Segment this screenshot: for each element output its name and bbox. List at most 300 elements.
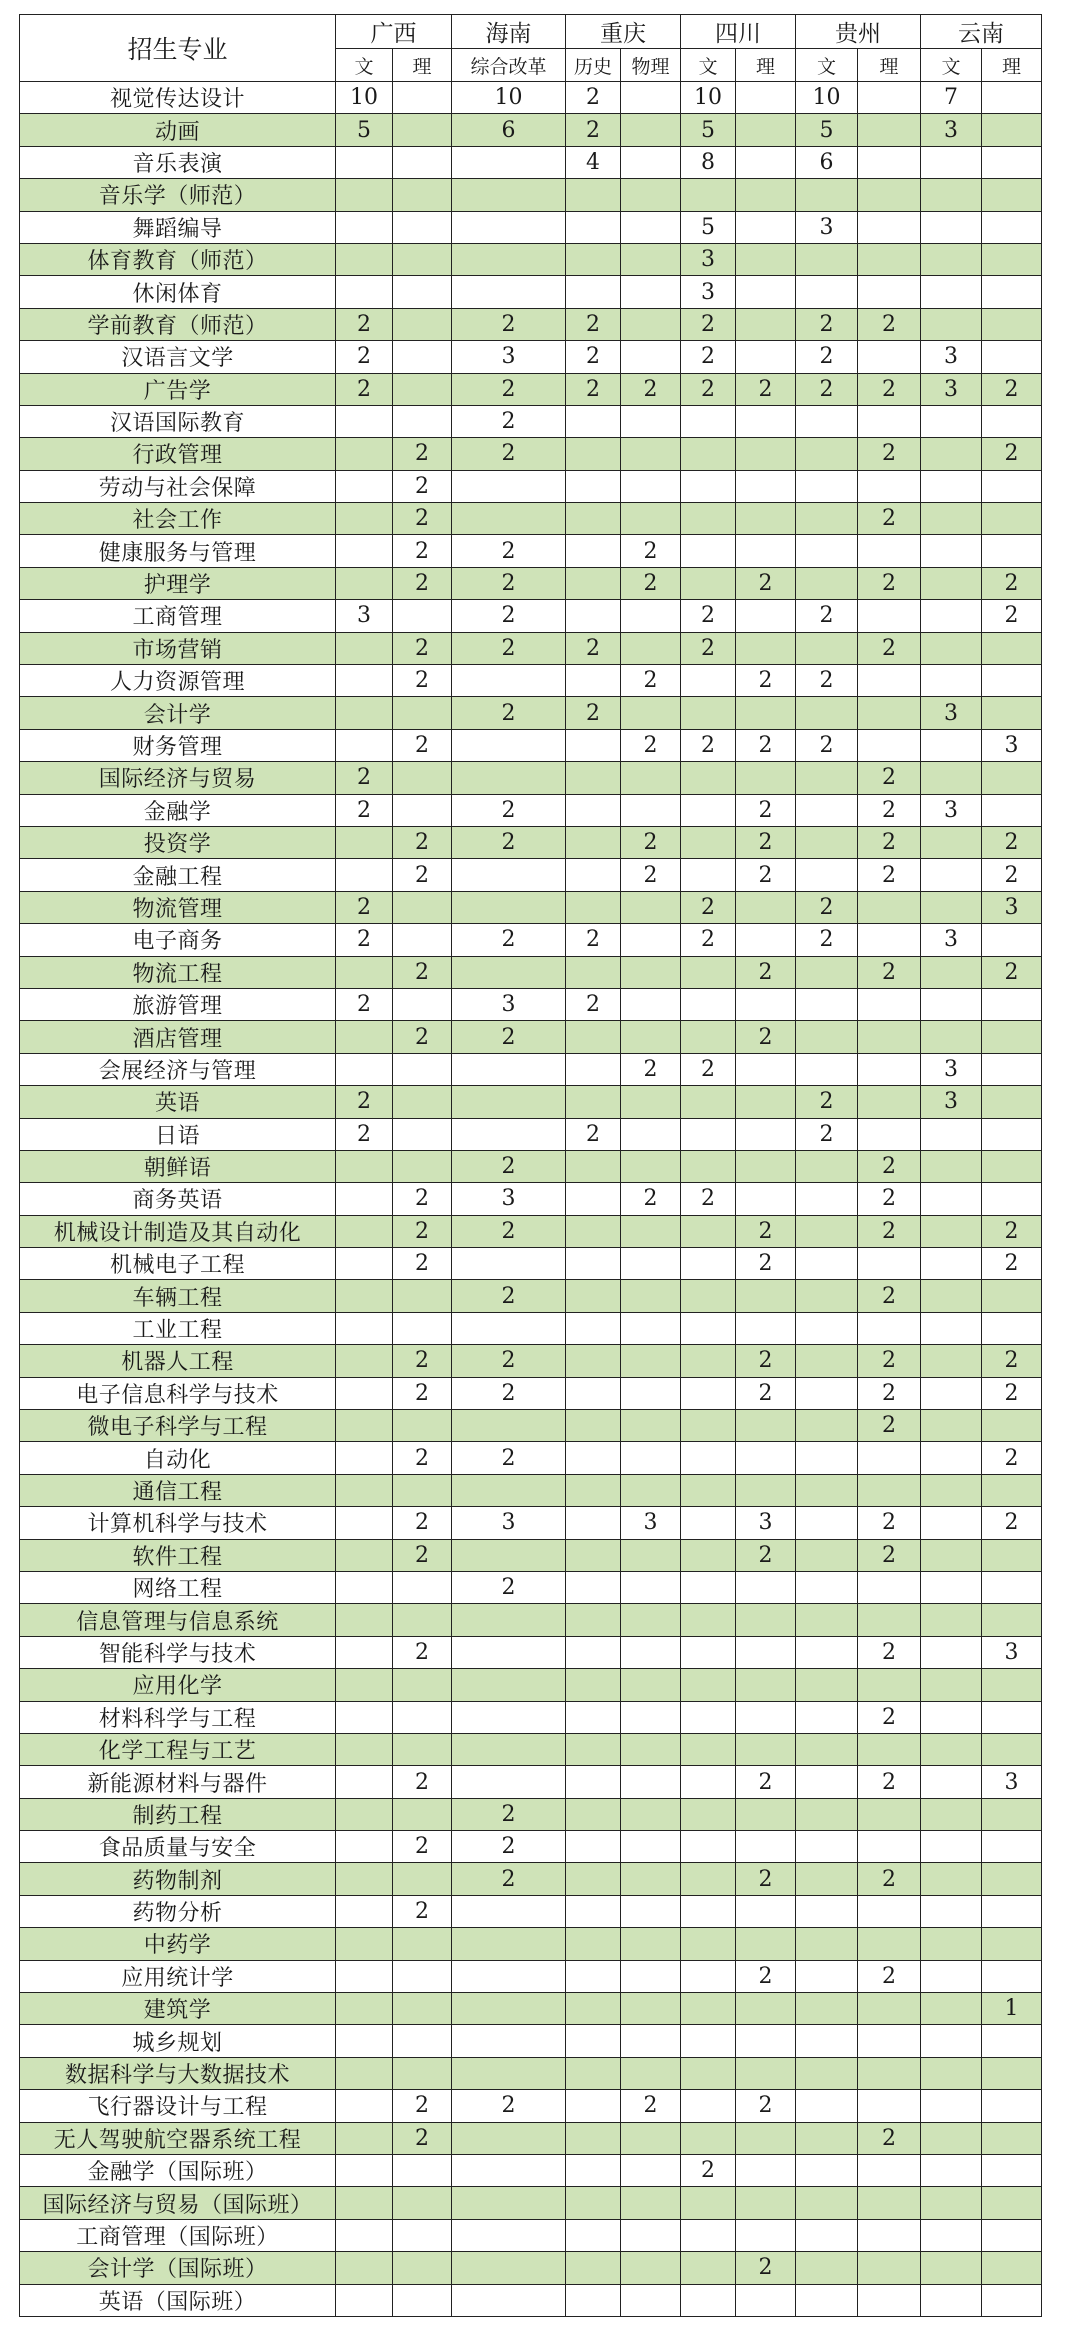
quota-cell <box>982 794 1042 826</box>
table-row <box>20 146 1042 178</box>
quota-cell <box>566 2219 621 2251</box>
quota-cell: 2 <box>736 956 796 988</box>
quota-cell: 5 <box>681 211 736 243</box>
quota-cell <box>566 470 621 502</box>
table-row <box>20 1183 1042 1215</box>
major-name-cell: 财务管理 <box>20 729 336 761</box>
quota-cell: 2 <box>393 1895 452 1927</box>
quota-cell <box>796 1798 858 1830</box>
quota-cell <box>393 211 452 243</box>
quota-cell <box>566 2025 621 2057</box>
quota-cell <box>336 2090 393 2122</box>
quota-cell: 2 <box>858 859 921 891</box>
quota-cell: 2 <box>336 373 393 405</box>
quota-cell <box>921 1604 982 1636</box>
quota-cell <box>452 1928 566 1960</box>
quota-cell <box>921 1021 982 1053</box>
quota-cell: 2 <box>452 632 566 664</box>
quota-cell: 2 <box>452 1442 566 1474</box>
quota-cell <box>982 243 1042 275</box>
quota-cell <box>452 470 566 502</box>
quota-cell: 2 <box>621 567 681 599</box>
quota-cell <box>336 1571 393 1603</box>
quota-cell: 2 <box>393 632 452 664</box>
quota-cell <box>621 211 681 243</box>
table-row <box>20 1798 1042 1830</box>
quota-cell: 2 <box>858 1183 921 1215</box>
major-name-cell: 投资学 <box>20 826 336 858</box>
quota-cell <box>858 1474 921 1506</box>
quota-cell <box>796 1539 858 1571</box>
quota-cell <box>681 1118 736 1150</box>
quota-cell <box>982 1928 1042 1960</box>
quota-cell <box>736 1928 796 1960</box>
quota-cell <box>736 1183 796 1215</box>
major-name-cell: 自动化 <box>20 1442 336 1474</box>
quota-cell <box>621 341 681 373</box>
quota-cell <box>566 1571 621 1603</box>
quota-cell <box>982 1118 1042 1150</box>
quota-cell <box>393 146 452 178</box>
table-row <box>20 1928 1042 1960</box>
quota-cell <box>681 1636 736 1668</box>
quota-cell <box>736 1604 796 1636</box>
quota-cell <box>566 1248 621 1280</box>
quota-cell <box>336 1928 393 1960</box>
quota-cell: 2 <box>858 1701 921 1733</box>
quota-cell <box>736 535 796 567</box>
quota-cell <box>452 1669 566 1701</box>
major-name-cell: 应用统计学 <box>20 1960 336 1992</box>
quota-cell <box>566 826 621 858</box>
quota-cell <box>566 1863 621 1895</box>
quota-cell <box>452 1248 566 1280</box>
quota-cell <box>736 1669 796 1701</box>
table-row <box>20 1474 1042 1506</box>
quota-cell: 2 <box>858 1345 921 1377</box>
table-row <box>20 2155 1042 2187</box>
quota-cell: 2 <box>736 1215 796 1247</box>
quota-cell <box>393 1798 452 1830</box>
quota-cell <box>393 2025 452 2057</box>
quota-cell <box>566 1474 621 1506</box>
quota-cell: 2 <box>566 632 621 664</box>
quota-cell <box>982 924 1042 956</box>
major-name-cell: 工商管理 <box>20 600 336 632</box>
quota-cell: 2 <box>393 859 452 891</box>
quota-cell: 2 <box>393 1183 452 1215</box>
quota-cell <box>336 438 393 470</box>
quota-cell <box>336 1474 393 1506</box>
major-name-cell: 中药学 <box>20 1928 336 1960</box>
major-name-cell: 制药工程 <box>20 1798 336 1830</box>
quota-cell <box>796 1701 858 1733</box>
quota-cell: 2 <box>566 924 621 956</box>
table-row <box>20 2219 1042 2251</box>
quota-cell <box>336 1669 393 1701</box>
quota-cell <box>336 2025 393 2057</box>
quota-cell <box>393 308 452 340</box>
quota-cell: 2 <box>393 567 452 599</box>
major-name-cell: 机械电子工程 <box>20 1248 336 1280</box>
quota-cell: 2 <box>452 924 566 956</box>
table-row <box>20 114 1042 146</box>
quota-cell <box>621 1863 681 1895</box>
quota-cell <box>921 600 982 632</box>
quota-cell: 2 <box>796 1118 858 1150</box>
quota-cell <box>858 470 921 502</box>
major-name-cell: 人力资源管理 <box>20 665 336 697</box>
quota-cell <box>621 114 681 146</box>
quota-cell <box>858 2284 921 2316</box>
quota-cell <box>796 1669 858 1701</box>
quota-cell <box>566 1345 621 1377</box>
quota-cell <box>452 179 566 211</box>
table-row <box>20 988 1042 1020</box>
quota-cell <box>858 1993 921 2025</box>
subject-header: 理 <box>736 49 796 82</box>
quota-cell <box>796 1474 858 1506</box>
table-row <box>20 1150 1042 1182</box>
quota-cell <box>858 114 921 146</box>
quota-cell <box>566 1377 621 1409</box>
major-name-cell: 电子信息科学与技术 <box>20 1377 336 1409</box>
quota-cell <box>336 632 393 664</box>
quota-cell <box>921 859 982 891</box>
quota-cell: 2 <box>858 826 921 858</box>
quota-cell <box>921 1636 982 1668</box>
table-row <box>20 1053 1042 1085</box>
quota-cell <box>858 1086 921 1118</box>
major-name-cell: 国际经济与贸易（国际班） <box>20 2187 336 2219</box>
major-name-cell: 会展经济与管理 <box>20 1053 336 1085</box>
quota-cell <box>566 1701 621 1733</box>
quota-cell: 3 <box>921 1086 982 1118</box>
quota-cell <box>566 243 621 275</box>
quota-cell: 2 <box>393 729 452 761</box>
quota-cell <box>621 891 681 923</box>
major-name-cell: 体育教育（师范） <box>20 243 336 275</box>
quota-cell <box>982 1474 1042 1506</box>
quota-cell: 3 <box>452 341 566 373</box>
quota-cell <box>452 2187 566 2219</box>
quota-cell <box>681 179 736 211</box>
quota-cell <box>393 1863 452 1895</box>
quota-cell: 2 <box>736 1345 796 1377</box>
quota-cell: 2 <box>452 1571 566 1603</box>
quota-cell <box>736 1150 796 1182</box>
quota-cell <box>393 1993 452 2025</box>
quota-cell: 2 <box>858 567 921 599</box>
quota-cell <box>921 2025 982 2057</box>
quota-cell <box>736 1086 796 1118</box>
quota-cell <box>736 276 796 308</box>
quota-cell <box>452 1993 566 2025</box>
quota-cell <box>336 2284 393 2316</box>
subject-header: 文 <box>681 49 736 82</box>
quota-cell: 4 <box>566 146 621 178</box>
quota-cell <box>921 762 982 794</box>
quota-cell <box>921 1733 982 1765</box>
quota-cell <box>796 1895 858 1927</box>
quota-cell <box>336 405 393 437</box>
quota-cell <box>681 1669 736 1701</box>
quota-cell: 2 <box>452 373 566 405</box>
quota-cell <box>566 1960 621 1992</box>
quota-cell <box>452 1086 566 1118</box>
quota-cell <box>796 1021 858 1053</box>
quota-cell <box>796 1831 858 1863</box>
quota-cell <box>796 1442 858 1474</box>
quota-cell <box>736 1571 796 1603</box>
quota-cell <box>336 503 393 535</box>
major-name-cell: 网络工程 <box>20 1571 336 1603</box>
major-name-cell: 机械设计制造及其自动化 <box>20 1215 336 1247</box>
quota-cell <box>921 470 982 502</box>
quota-cell <box>452 1766 566 1798</box>
quota-cell <box>393 1053 452 1085</box>
quota-cell <box>736 341 796 373</box>
quota-cell: 2 <box>566 341 621 373</box>
quota-cell: 2 <box>621 665 681 697</box>
quota-cell <box>393 373 452 405</box>
quota-cell <box>566 859 621 891</box>
quota-cell <box>681 794 736 826</box>
quota-cell <box>621 82 681 114</box>
quota-cell: 5 <box>681 114 736 146</box>
quota-cell <box>681 1993 736 2025</box>
quota-cell: 2 <box>393 826 452 858</box>
quota-cell: 2 <box>736 567 796 599</box>
quota-cell <box>621 1993 681 2025</box>
quota-cell <box>736 2187 796 2219</box>
table-row <box>20 1766 1042 1798</box>
quota-cell: 2 <box>336 1086 393 1118</box>
table-row <box>20 276 1042 308</box>
quota-cell <box>452 1053 566 1085</box>
quota-cell: 2 <box>858 373 921 405</box>
table-row <box>20 1831 1042 1863</box>
quota-cell <box>736 2155 796 2187</box>
quota-cell <box>921 1993 982 2025</box>
quota-cell <box>336 1766 393 1798</box>
table-row <box>20 211 1042 243</box>
quota-cell <box>336 1345 393 1377</box>
quota-cell: 2 <box>621 1183 681 1215</box>
quota-cell: 2 <box>681 729 736 761</box>
quota-cell <box>681 2090 736 2122</box>
quota-cell <box>393 1086 452 1118</box>
quota-cell <box>982 82 1042 114</box>
quota-cell <box>736 1442 796 1474</box>
table-row <box>20 341 1042 373</box>
quota-cell <box>796 243 858 275</box>
quota-cell <box>796 762 858 794</box>
quota-cell: 2 <box>621 1053 681 1085</box>
quota-cell <box>393 243 452 275</box>
quota-cell: 2 <box>336 794 393 826</box>
table-row <box>20 1312 1042 1344</box>
table-row <box>20 632 1042 664</box>
quota-cell <box>736 988 796 1020</box>
quota-cell <box>621 632 681 664</box>
quota-cell <box>921 243 982 275</box>
major-name-cell: 物流工程 <box>20 956 336 988</box>
quota-cell <box>336 1507 393 1539</box>
quota-cell <box>336 1701 393 1733</box>
quota-cell <box>921 665 982 697</box>
quota-cell <box>982 1895 1042 1927</box>
quota-cell <box>921 1377 982 1409</box>
quota-cell <box>858 2090 921 2122</box>
quota-cell <box>681 1442 736 1474</box>
quota-cell <box>336 1377 393 1409</box>
quota-cell <box>858 1895 921 1927</box>
quota-cell: 2 <box>982 956 1042 988</box>
quota-cell <box>621 2219 681 2251</box>
table-row <box>20 1993 1042 2025</box>
quota-cell <box>736 1733 796 1765</box>
quota-cell <box>736 1474 796 1506</box>
quota-cell <box>566 1895 621 1927</box>
quota-cell <box>921 729 982 761</box>
quota-cell <box>393 1150 452 1182</box>
major-name-cell: 朝鲜语 <box>20 1150 336 1182</box>
quota-cell <box>736 600 796 632</box>
quota-cell <box>982 470 1042 502</box>
quota-cell: 7 <box>921 82 982 114</box>
quota-cell <box>621 988 681 1020</box>
quota-cell: 2 <box>858 1960 921 1992</box>
major-name-cell: 物流管理 <box>20 891 336 923</box>
major-name-cell: 车辆工程 <box>20 1280 336 1312</box>
quota-cell <box>982 1863 1042 1895</box>
quota-cell <box>393 1669 452 1701</box>
quota-cell <box>921 1312 982 1344</box>
quota-cell: 3 <box>736 1507 796 1539</box>
quota-cell <box>452 729 566 761</box>
quota-cell <box>736 2025 796 2057</box>
province-header-sichuan: 四川 <box>681 15 796 49</box>
quota-cell <box>796 697 858 729</box>
quota-cell <box>621 1831 681 1863</box>
quota-cell <box>858 665 921 697</box>
quota-cell <box>982 2090 1042 2122</box>
quota-cell <box>982 341 1042 373</box>
quota-cell <box>921 2090 982 2122</box>
quota-cell <box>982 1312 1042 1344</box>
quota-cell <box>393 2284 452 2316</box>
quota-cell <box>796 1215 858 1247</box>
quota-cell <box>982 1280 1042 1312</box>
quota-cell: 2 <box>796 308 858 340</box>
quota-cell <box>796 1377 858 1409</box>
quota-cell <box>736 1053 796 1085</box>
quota-cell <box>921 2284 982 2316</box>
quota-cell <box>621 1636 681 1668</box>
major-name-cell: 飞行器设计与工程 <box>20 2090 336 2122</box>
quota-cell: 2 <box>982 600 1042 632</box>
major-name-cell: 英语 <box>20 1086 336 1118</box>
quota-cell <box>796 1150 858 1182</box>
quota-cell <box>452 1701 566 1733</box>
quota-cell <box>858 276 921 308</box>
quota-cell: 2 <box>858 1539 921 1571</box>
quota-cell <box>982 276 1042 308</box>
quota-cell <box>393 1960 452 1992</box>
table-row <box>20 1604 1042 1636</box>
quota-cell <box>621 1571 681 1603</box>
subject-header: 理 <box>982 49 1042 82</box>
quota-cell <box>621 1669 681 1701</box>
quota-cell <box>858 2025 921 2057</box>
quota-cell: 2 <box>858 794 921 826</box>
quota-cell <box>566 2057 621 2089</box>
quota-cell: 2 <box>393 470 452 502</box>
quota-cell <box>393 341 452 373</box>
quota-cell <box>736 211 796 243</box>
quota-cell: 2 <box>336 988 393 1020</box>
table-row <box>20 1701 1042 1733</box>
major-name-cell: 材料科学与工程 <box>20 1701 336 1733</box>
table-row <box>20 243 1042 275</box>
quota-cell: 5 <box>796 114 858 146</box>
major-name-cell: 通信工程 <box>20 1474 336 1506</box>
quota-cell <box>566 1766 621 1798</box>
quota-cell: 2 <box>621 826 681 858</box>
quota-cell: 2 <box>858 308 921 340</box>
quota-cell <box>681 1863 736 1895</box>
quota-cell <box>921 1474 982 1506</box>
quota-cell <box>621 1474 681 1506</box>
quota-cell: 2 <box>452 1215 566 1247</box>
quota-cell: 2 <box>452 600 566 632</box>
quota-cell <box>858 1312 921 1344</box>
quota-cell <box>796 956 858 988</box>
quota-cell: 2 <box>452 1831 566 1863</box>
quota-cell <box>393 114 452 146</box>
subject-header: 理 <box>393 49 452 82</box>
quota-cell <box>982 1733 1042 1765</box>
quota-cell <box>393 2252 452 2284</box>
quota-cell <box>393 697 452 729</box>
quota-cell: 2 <box>858 1377 921 1409</box>
quota-cell <box>393 1280 452 1312</box>
quota-cell <box>858 1604 921 1636</box>
quota-cell: 2 <box>393 1021 452 1053</box>
quota-cell <box>921 438 982 470</box>
quota-cell <box>681 2122 736 2154</box>
quota-cell <box>681 1150 736 1182</box>
major-name-cell: 工业工程 <box>20 1312 336 1344</box>
quota-cell <box>921 1118 982 1150</box>
quota-cell <box>336 2252 393 2284</box>
quota-cell: 2 <box>393 438 452 470</box>
major-name-cell: 音乐学（师范） <box>20 179 336 211</box>
quota-cell <box>336 146 393 178</box>
quota-cell <box>452 1733 566 1765</box>
quota-cell <box>566 891 621 923</box>
quota-cell <box>982 1539 1042 1571</box>
quota-cell <box>336 1248 393 1280</box>
quota-cell <box>452 2219 566 2251</box>
quota-cell <box>393 179 452 211</box>
quota-cell: 3 <box>621 1507 681 1539</box>
quota-cell <box>336 1312 393 1344</box>
quota-cell <box>566 956 621 988</box>
quota-cell <box>796 859 858 891</box>
quota-cell: 2 <box>681 600 736 632</box>
